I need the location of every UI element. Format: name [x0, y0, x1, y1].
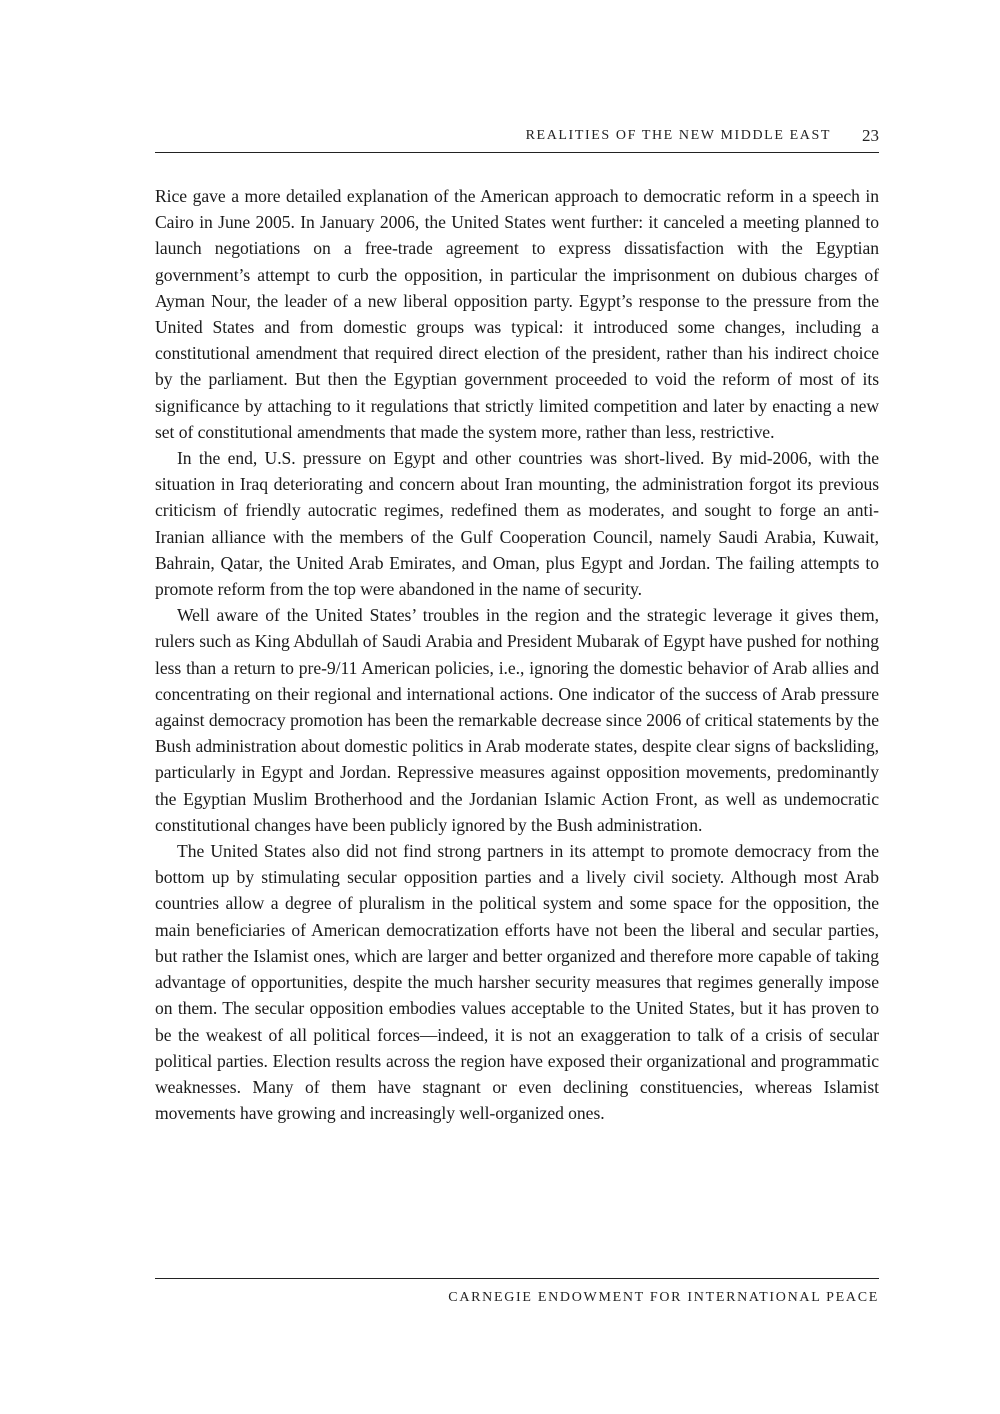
paragraph-3: Well aware of the United States’ troubles in the region and the strategic leverage it gives them, rulers such as King Abdullah of Saudi Arabia and President Mubarak of Egypt have pushed for nothing less than a return to pre-9/11 American policies, i.e., ignoring the domestic behavior of Arab allies and concentrating on their regional and international actions. One indicator of the success of Arab pressure against democracy promotion has been the remarkable decrease since 2006 of critical statements by the Bush administration about domestic politics in Arab moderate states, despite clear signs of backsliding, particularly in Egypt and Jordan. Repressive measures against opposition movements, predominantly the Egyptian Muslim Brotherhood and the Jordanian Islamic Action Front, as well as undemocratic constitutional changes have been publicly ignored by the Bush administration. [155, 605, 879, 835]
paragraph-1: Rice gave a more detailed explanation of the American approach to democratic reform in a speech in Cairo in June 2005. In January 2006, the United States went further: it canceled a meeting planned to launch negotiations on a free-trade agreement to express dissatisfaction with the Egyptian government’s attempt to curb the opposition, in particular the imprisonment on dubious charges of Ayman Nour, the leader of a new liberal opposition party. Egypt’s response to the pressure from the United States and from domestic groups was typical: it introduced some changes, including a constitutional amendment that required direct election of the president, rather than his indirect choice by the parliament. But then the Egyptian government proceeded to void the reform of most of its significance by attaching to it regulations that strictly limited competition and later by enacting a new set of constitutional amendments that made the system more, rather than less, restrictive. [155, 186, 879, 442]
body-text [155, 183, 879, 1126]
footer-publisher: CARNEGIE ENDOWMENT FOR INTERNATIONAL PEACE [448, 1290, 879, 1305]
running-header [155, 128, 879, 153]
paragraph-4: The United States also did not find strong partners in its attempt to promote democracy from the bottom up by stimulating secular opposition parties and a lively civil society. Although most Arab countries allow a degree of pluralism in the political system and some space for the opposition, the main beneficiaries of American democratization efforts have not been the liberal and secular parties, but rather the Islamist ones, which are larger and better organized and therefore more capable of taking advantage of opportunities, despite the much harsher security measures that regimes generally impose on them. The secular opposition embodies values acceptable to the United States, but it has proven to be the weakest of all political forces—indeed, it is not an exaggeration to talk of a crisis of secular political parties. Election results across the region have exposed their organizational and programmatic weaknesses. Many of them have stagnant or even declining constituencies, whereas Islamist movements have growing and increasingly well-organized ones. [155, 841, 879, 1124]
page-number: 23 [862, 126, 879, 145]
paragraph-2: In the end, U.S. pressure on Egypt and other countries was short-lived. By mid-2006, with the situation in Iraq deteriorating and concern about Iran mounting, the administration forgot its previous criticism of friendly autocratic regimes, redefined them as moderates, and sought to forge an anti-Iranian alliance with the members of the Gulf Cooperation Council, namely Saudi Arabia, Kuwait, Bahrain, Qatar, the United Arab Emirates, and Oman, plus Egypt and Jordan. The failing attempts to promote reform from the top were abandoned in the name of security. [155, 448, 879, 600]
running-title: REALITIES OF THE NEW MIDDLE EAST [525, 128, 831, 143]
footer-rule [155, 1278, 879, 1279]
